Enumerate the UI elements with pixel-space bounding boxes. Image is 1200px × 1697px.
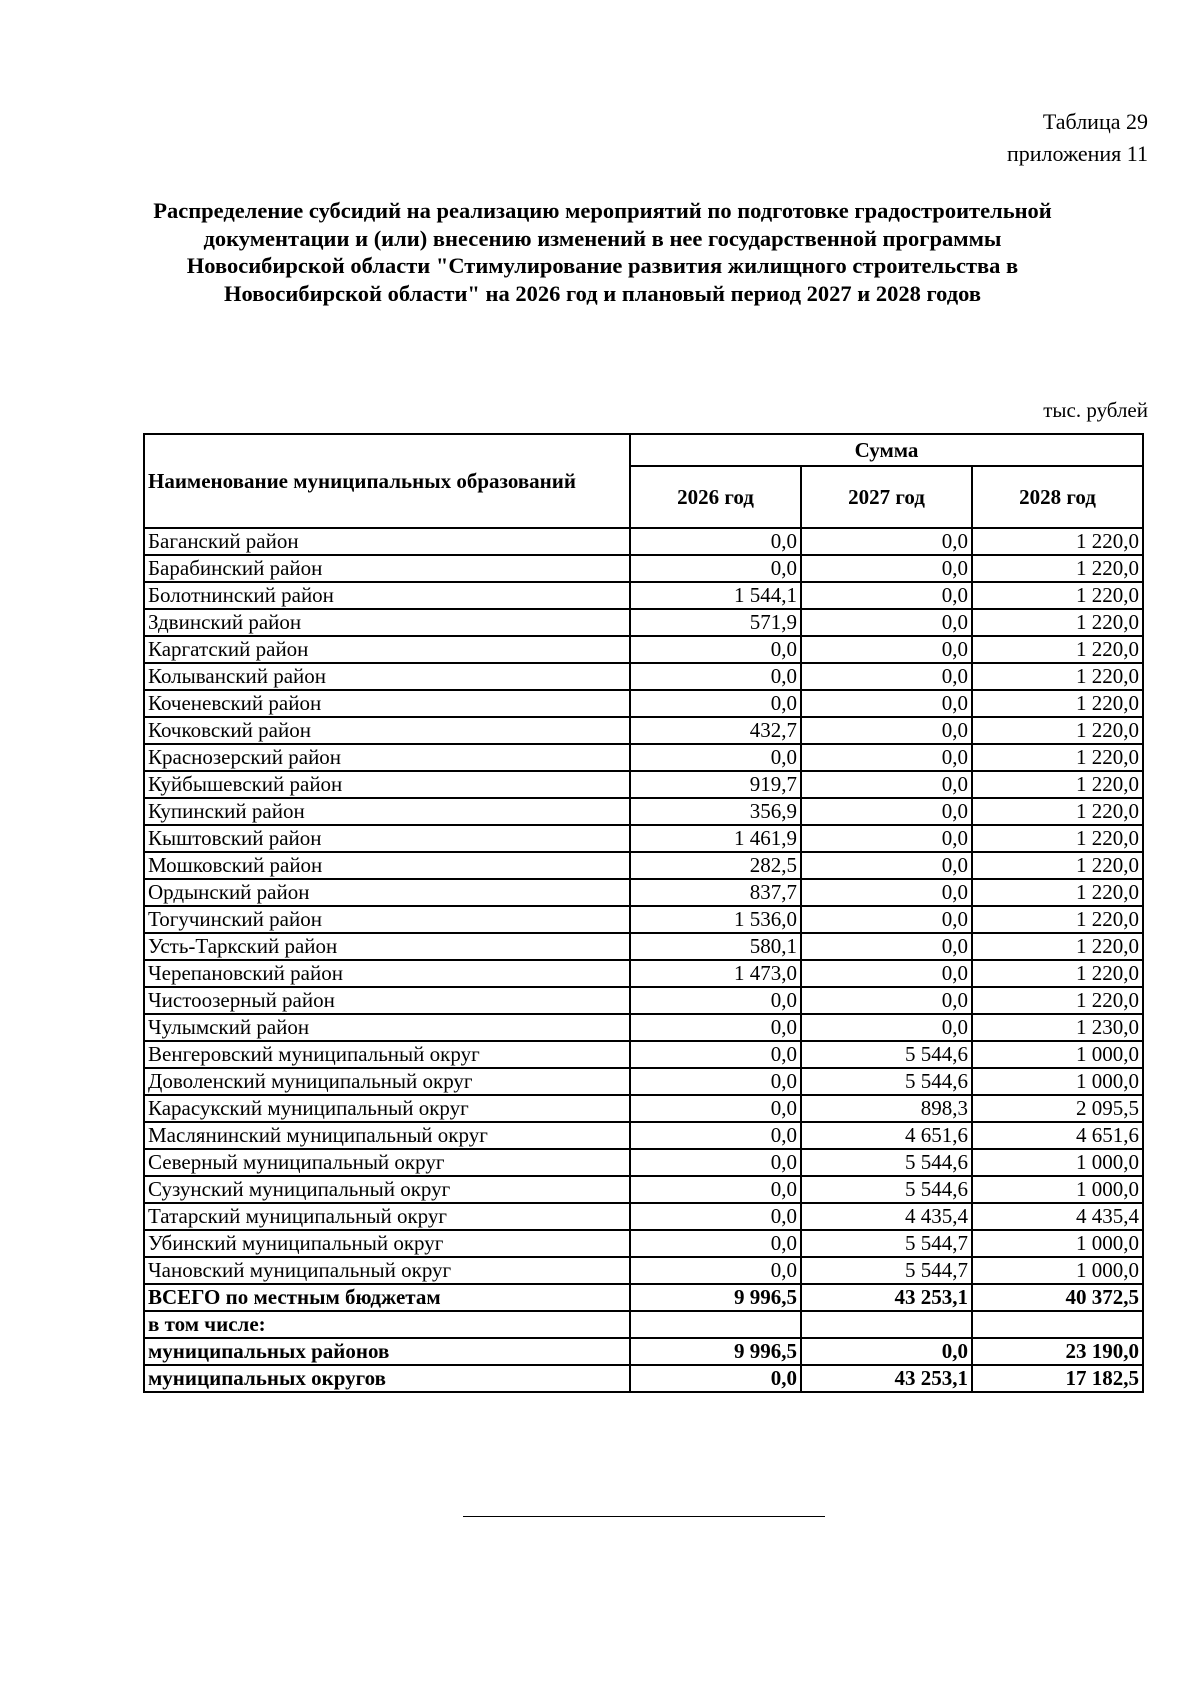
header-year-2028: 2028 год	[972, 466, 1143, 528]
municipality-name-cell: Доволенский муниципальный округ	[144, 1068, 630, 1095]
value-2027-cell: 5 544,6	[801, 1041, 972, 1068]
table-row	[144, 879, 1143, 906]
value-2026-cell: 0,0	[630, 1176, 801, 1203]
table-row	[144, 690, 1143, 717]
municipality-name-cell: Чановский муниципальный округ	[144, 1257, 630, 1284]
table-row	[144, 798, 1143, 825]
value-2026-cell: 919,7	[630, 771, 801, 798]
value-2026-cell: 282,5	[630, 852, 801, 879]
value-2026-cell: 0,0	[630, 1122, 801, 1149]
municipality-name-cell: Чулымский район	[144, 1014, 630, 1041]
value-2027-cell: 4 651,6	[801, 1122, 972, 1149]
municipality-name-cell: Кочковский район	[144, 717, 630, 744]
municipality-name-cell: Баганский район	[144, 528, 630, 555]
value-2026-cell: 9 996,5	[630, 1284, 801, 1311]
table-body	[144, 528, 1143, 1392]
value-2028-cell: 1 220,0	[972, 906, 1143, 933]
value-2027-cell: 0,0	[801, 528, 972, 555]
value-2027-cell: 0,0	[801, 636, 972, 663]
municipality-name-cell: Коченевский район	[144, 690, 630, 717]
value-2026-cell	[630, 1311, 801, 1338]
value-2026-cell: 0,0	[630, 555, 801, 582]
value-2027-cell: 5 544,7	[801, 1257, 972, 1284]
value-2028-cell: 1 220,0	[972, 744, 1143, 771]
units-label: тыс. рублей	[1043, 398, 1148, 422]
value-2028-cell: 1 220,0	[972, 528, 1143, 555]
table-row	[144, 771, 1143, 798]
value-2026-cell: 1 544,1	[630, 582, 801, 609]
value-2027-cell: 5 544,6	[801, 1068, 972, 1095]
table-row	[144, 1095, 1143, 1122]
value-2028-cell: 1 220,0	[972, 933, 1143, 960]
value-2027-cell: 43 253,1	[801, 1284, 972, 1311]
value-2027-cell: 898,3	[801, 1095, 972, 1122]
value-2027-cell: 4 435,4	[801, 1203, 972, 1230]
value-2026-cell: 0,0	[630, 1041, 801, 1068]
value-2028-cell: 1 220,0	[972, 690, 1143, 717]
municipality-name-cell: Каргатский район	[144, 636, 630, 663]
value-2026-cell: 356,9	[630, 798, 801, 825]
table-row	[144, 528, 1143, 555]
municipality-name-cell: Усть-Таркский район	[144, 933, 630, 960]
value-2026-cell: 0,0	[630, 1095, 801, 1122]
value-2028-cell: 1 000,0	[972, 1041, 1143, 1068]
value-2028-cell: 1 220,0	[972, 636, 1143, 663]
municipality-name-cell: муниципальных округов	[144, 1365, 630, 1392]
municipality-name-cell: Татарский муниципальный округ	[144, 1203, 630, 1230]
subsidy-table	[143, 433, 1144, 1393]
table-row	[144, 1041, 1143, 1068]
value-2027-cell: 0,0	[801, 663, 972, 690]
table-row	[144, 1149, 1143, 1176]
table-row	[144, 1176, 1143, 1203]
municipality-name-cell: Венгеровский муниципальный округ	[144, 1041, 630, 1068]
value-2026-cell: 837,7	[630, 879, 801, 906]
value-2026-cell: 0,0	[630, 744, 801, 771]
municipality-name-cell: Ордынский район	[144, 879, 630, 906]
value-2026-cell: 0,0	[630, 1203, 801, 1230]
table-row	[144, 1230, 1143, 1257]
value-2027-cell: 5 544,6	[801, 1176, 972, 1203]
header-sum: Сумма	[630, 434, 1143, 466]
municipality-name-cell: Черепановский район	[144, 960, 630, 987]
municipality-name-cell: Барабинский район	[144, 555, 630, 582]
value-2028-cell: 1 220,0	[972, 609, 1143, 636]
table-row	[144, 852, 1143, 879]
value-2027-cell: 43 253,1	[801, 1365, 972, 1392]
end-divider-line	[463, 1516, 825, 1517]
municipality-name-cell: Краснозерский район	[144, 744, 630, 771]
value-2028-cell: 1 000,0	[972, 1257, 1143, 1284]
table-row	[144, 1122, 1143, 1149]
municipality-name-cell: Кыштовский район	[144, 825, 630, 852]
value-2026-cell: 432,7	[630, 717, 801, 744]
value-2027-cell: 0,0	[801, 798, 972, 825]
value-2028-cell: 1 220,0	[972, 771, 1143, 798]
value-2026-cell: 0,0	[630, 663, 801, 690]
header-municipality-name: Наименование муниципальных образований	[144, 434, 630, 528]
table-row	[144, 825, 1143, 852]
table-row	[144, 1203, 1143, 1230]
value-2026-cell: 0,0	[630, 690, 801, 717]
table-row	[144, 906, 1143, 933]
value-2026-cell: 0,0	[630, 528, 801, 555]
summary-row	[144, 1284, 1143, 1311]
value-2027-cell: 0,0	[801, 1338, 972, 1365]
value-2027-cell: 0,0	[801, 960, 972, 987]
value-2028-cell: 1 220,0	[972, 798, 1143, 825]
municipality-name-cell: Сузунский муниципальный округ	[144, 1176, 630, 1203]
value-2026-cell: 580,1	[630, 933, 801, 960]
value-2027-cell: 0,0	[801, 852, 972, 879]
municipality-name-cell: Чистоозерный район	[144, 987, 630, 1014]
table-row	[144, 960, 1143, 987]
value-2026-cell: 571,9	[630, 609, 801, 636]
value-2027-cell: 0,0	[801, 555, 972, 582]
value-2028-cell: 1 220,0	[972, 555, 1143, 582]
municipality-name-cell: Маслянинский муниципальный округ	[144, 1122, 630, 1149]
document-title: Распределение субсидий на реализацию мероприятий по подготовке градостроительной документации и (или) внесению изменений в нее государственной программы Новосибирской области "Стимулирование развития жилищного строительства в Новосибирской области" на 2026 год и плановый период 2027 и 2028 годов	[153, 198, 1052, 306]
table-row	[144, 582, 1143, 609]
municipality-name-cell: Колыванский район	[144, 663, 630, 690]
table-row	[144, 555, 1143, 582]
value-2027-cell: 0,0	[801, 717, 972, 744]
value-2028-cell: 1 220,0	[972, 582, 1143, 609]
municipality-name-cell: Мошковский район	[144, 852, 630, 879]
value-2026-cell: 0,0	[630, 1365, 801, 1392]
value-2027-cell: 0,0	[801, 825, 972, 852]
table-row	[144, 987, 1143, 1014]
value-2027-cell: 0,0	[801, 987, 972, 1014]
value-2027-cell: 0,0	[801, 771, 972, 798]
table-header	[144, 434, 1143, 528]
value-2028-cell: 1 000,0	[972, 1068, 1143, 1095]
header-year-2026: 2026 год	[630, 466, 801, 528]
table-row	[144, 609, 1143, 636]
table-number-label: Таблица 29	[1042, 109, 1148, 134]
municipality-name-cell: Купинский район	[144, 798, 630, 825]
value-2027-cell: 0,0	[801, 1014, 972, 1041]
table-row	[144, 744, 1143, 771]
value-2028-cell: 1 220,0	[972, 663, 1143, 690]
value-2027-cell: 0,0	[801, 906, 972, 933]
table-row	[144, 1257, 1143, 1284]
value-2027-cell: 0,0	[801, 582, 972, 609]
value-2026-cell: 0,0	[630, 1149, 801, 1176]
value-2027-cell: 0,0	[801, 933, 972, 960]
value-2028-cell: 1 000,0	[972, 1149, 1143, 1176]
table-row	[144, 717, 1143, 744]
value-2026-cell: 1 473,0	[630, 960, 801, 987]
value-2026-cell: 1 536,0	[630, 906, 801, 933]
value-2026-cell: 0,0	[630, 1257, 801, 1284]
value-2026-cell: 0,0	[630, 1014, 801, 1041]
value-2027-cell: 0,0	[801, 609, 972, 636]
value-2028-cell: 1 000,0	[972, 1176, 1143, 1203]
municipality-name-cell: Северный муниципальный округ	[144, 1149, 630, 1176]
value-2027-cell: 5 544,7	[801, 1230, 972, 1257]
header-year-2027: 2027 год	[801, 466, 972, 528]
municipality-name-cell: Куйбышевский район	[144, 771, 630, 798]
value-2028-cell	[972, 1311, 1143, 1338]
value-2028-cell: 17 182,5	[972, 1365, 1143, 1392]
municipality-name-cell: Болотнинский район	[144, 582, 630, 609]
value-2028-cell: 40 372,5	[972, 1284, 1143, 1311]
value-2027-cell: 5 544,6	[801, 1149, 972, 1176]
value-2027-cell: 0,0	[801, 744, 972, 771]
table-row	[144, 636, 1143, 663]
value-2028-cell: 1 220,0	[972, 717, 1143, 744]
value-2026-cell: 0,0	[630, 636, 801, 663]
value-2028-cell: 1 000,0	[972, 1230, 1143, 1257]
municipality-name-cell: муниципальных районов	[144, 1338, 630, 1365]
value-2027-cell	[801, 1311, 972, 1338]
municipality-name-cell: Убинский муниципальный округ	[144, 1230, 630, 1257]
summary-row	[144, 1311, 1143, 1338]
value-2028-cell: 1 230,0	[972, 1014, 1143, 1041]
value-2027-cell: 0,0	[801, 879, 972, 906]
municipality-name-cell: в том числе:	[144, 1311, 630, 1338]
table-row	[144, 933, 1143, 960]
table-row	[144, 1014, 1143, 1041]
table-row	[144, 1068, 1143, 1095]
value-2028-cell: 1 220,0	[972, 825, 1143, 852]
value-2028-cell: 4 651,6	[972, 1122, 1143, 1149]
value-2026-cell: 1 461,9	[630, 825, 801, 852]
municipality-name-cell: ВСЕГО по местным бюджетам	[144, 1284, 630, 1311]
value-2028-cell: 23 190,0	[972, 1338, 1143, 1365]
appendix-label: приложения 11	[1006, 141, 1148, 166]
value-2028-cell: 1 220,0	[972, 960, 1143, 987]
value-2028-cell: 1 220,0	[972, 879, 1143, 906]
value-2026-cell: 0,0	[630, 1230, 801, 1257]
summary-row	[144, 1338, 1143, 1365]
value-2028-cell: 1 220,0	[972, 852, 1143, 879]
value-2026-cell: 0,0	[630, 1068, 801, 1095]
municipality-name-cell: Тогучинский район	[144, 906, 630, 933]
summary-row	[144, 1365, 1143, 1392]
value-2026-cell: 9 996,5	[630, 1338, 801, 1365]
municipality-name-cell: Здвинский район	[144, 609, 630, 636]
value-2028-cell: 1 220,0	[972, 987, 1143, 1014]
value-2027-cell: 0,0	[801, 690, 972, 717]
value-2028-cell: 4 435,4	[972, 1203, 1143, 1230]
value-2028-cell: 2 095,5	[972, 1095, 1143, 1122]
table-row	[144, 663, 1143, 690]
municipality-name-cell: Карасукский муниципальный округ	[144, 1095, 630, 1122]
value-2026-cell: 0,0	[630, 987, 801, 1014]
